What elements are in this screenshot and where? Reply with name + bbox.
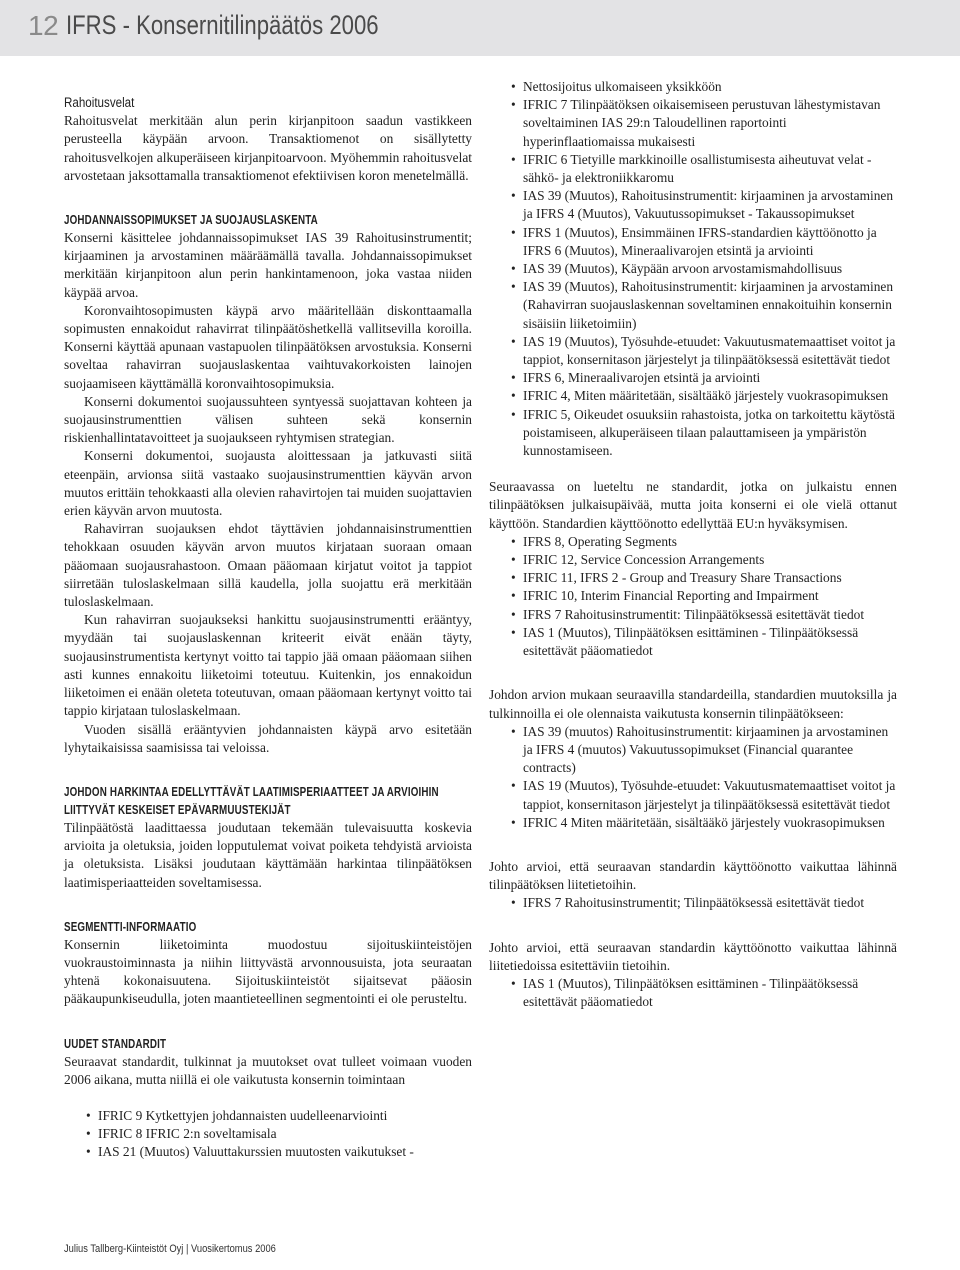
effective-standards-list-continued xyxy=(489,78,897,96)
right-column xyxy=(489,78,897,1011)
derivatives-paragraph-2: Koronvaihtosopimusten käypä arvo määritellään diskonttaamalla sopimusten ennakoidut rahavirrat tilinpäätöshetkellä vallitsevilla koroilla. Konserni käyttää apunaan vastapuolen tilinpäätöksen arvostuksia. Konserni soveltaa rahavirran suojauslaskentaa vaihtuvakorkoisten lainojen suojaamiseen käyttämällä koronvaihtosopimuksia. xyxy=(64,302,472,391)
list-item: • IAS 39 (Muutos), Rahoitusinstrumentit: kirjaaminen ja arvostaminen (Rahavirran suojauslaskennan soveltaminen ennakoituihin konsernin sisäisiin liiketoimiin) xyxy=(489,278,897,333)
list-item: • IFRIC 10, Interim Financial Reporting and Impairment xyxy=(489,587,897,605)
page-number: 12 xyxy=(28,10,59,41)
list-item: • IFRIC 11, IFRS 2 - Group and Treasury Share Transactions xyxy=(489,569,897,587)
no-material-impact-paragraph: Johdon arvion mukaan seuraavilla standardeilla, standardien muutoksilla ja tulkinnoilla ei ole olennaista vaikutusta konsernin tilinpäätökseen: xyxy=(489,687,897,721)
continuation-line xyxy=(489,78,897,96)
list-item: • IFRIC 5, Oikeudet osuuksiin rahastoista, jotka on tarkoitettu käytöstä poistamiseen, alkuperäiseen tilaan palauttamiseen ja ympäristön kunnostamiseen. xyxy=(489,406,897,461)
continuation-text: Nettosijoitus ulkomaiseen yksikköön xyxy=(523,79,722,94)
disclosures-impact-paragraph: Johto arvioi, että seuraavan standardin käyttöönotto vaikuttaa lähinnä liitetiedoissa esitettäviin tietoihin. xyxy=(489,939,897,973)
notes-impact-list xyxy=(489,894,897,912)
list-item: • IAS 39 (Muutos), Käypään arvoon arvostamismahdollisuus xyxy=(489,260,897,278)
derivatives-heading: JOHDANNAISSOPIMUKSET JA SUOJAUSLASKENTA xyxy=(64,213,318,228)
list-item: • IFRS 1 (Muutos), Ensimmäinen IFRS-standardien käyttöönotto ja IFRS 6 (Muutos), Mineraalivarojen etsintä ja arviointi xyxy=(489,224,897,260)
list-item: • IFRS 7 Rahoitusinstrumentit; Tilinpäätöksessä esitettävät tiedot xyxy=(489,894,897,912)
page-footer: Julius Tallberg-Kiinteistöt Oyj | Vuosikertomus 2006 xyxy=(64,1243,276,1255)
rahoitusvelat-heading: Rahoitusvelat xyxy=(64,95,135,110)
list-item: • IAS 39 (muutos) Rahoitusinstrumentit: kirjaaminen ja arvostaminen ja IFRS 4 (muutos) Vakuutussopimukset (Financial quarantee contracts) xyxy=(489,723,897,778)
list-item: • IFRIC 12, Service Concession Arrangements xyxy=(489,551,897,569)
management-judgement-heading-line-2: LIITTYVÄT KESKEISET EPÄVARMUUSTEKIJÄT xyxy=(64,802,291,817)
derivatives-paragraph-1: Konserni käsittelee johdannaissopimukset IAS 39 Rahoitusinstrumentit; kirjaaminen ja arvostaminen määräämällä tavalla. Johdannaissopimukset merkitään kirjanpitoon alun perin hankintamenoon, joka vastaa niiden käypää arvoa. xyxy=(64,230,472,300)
disclosures-impact-list xyxy=(489,975,897,1011)
document-title: IFRS - Konsernitilinpäätös 2006 xyxy=(66,10,379,40)
management-judgement-paragraph: Tilinpäätöstä laadittaessa joudutaan tekemään tulevaisuutta koskevia arvioita ja oletuksia, joiden lopputulemat voivat poiketa tehdyistä arvioista ja oletuksista. Lisäksi joudutaan käyttämään harkintaa tilinpäätöksen laatimisperiaatteiden soveltamisessa. xyxy=(64,819,472,890)
list-item: • IAS 19 (Muutos), Työsuhde-etuudet: Vakuutusmatemaattiset voitot ja tappiot, konsernitason järjestelyt ja tilinpäätöksessä esitettävät tiedot xyxy=(489,333,897,369)
list-item: • IFRIC 9 Kytkettyjen johdannaisten uudelleenarviointi xyxy=(64,1107,472,1125)
derivatives-paragraph-5: Rahavirran suojauksen ehdot täyttävien johdannaisinstrumenttien tehokkaan osuuden käyvän arvon muutos kirjataan suoraan omaan pääomaan suojausrahastoon. Omaan pääomaan kirjatut voitot ja tappiot siirretään tuloslaskelmaan sillä kaudella, jolla suojattu erä merkitään tuloslaskelmaan. xyxy=(64,521,472,610)
derivatives-paragraph-3: Konserni dokumentoi suojaussuhteen syntyessä suojattavan kohteen ja suojausinstrumenttien välisen suhteen sekä konsernin riskienhallintatavoitteet ja suojaukseen ryhtymisen strategian. xyxy=(64,393,472,446)
list-item: • IAS 19 (Muutos), Työsuhde-etuudet: Vakuutusmatemaattiset voitot ja tappiot, konsernitason järjestelyt ja tilinpäätöksessä esitettävät tiedot xyxy=(489,777,897,813)
not-yet-adopted-paragraph: Seuraavassa on lueteltu ne standardit, jotka on julkaistu ennen tilinpäätöksen julkaisupäivää, mutta joita konserni ei ole vielä ottanut käyttöön. Standardien käyttöönotto edellyttää EU:n hyväksymisen. xyxy=(489,479,897,531)
list-item: • IAS 1 (Muutos), Tilinpäätöksen esittäminen - Tilinpäätöksessä esitettävät pääomatiedot xyxy=(489,975,897,1011)
derivatives-paragraph-6: Kun rahavirran suojaukseksi hankittu suojausinstrumentti erääntyy, myydään tai suojauslaskennan kriteerit eivät enään täyty, suojausinstrumentista kertynyt voitto tai tappio jää omaan pääomaan siihen asti kunnes ennakoitu liiketoimi toteutuu. Kuitenkin, jos ennakoidun liiketoimen ei enään oleteta toteutuvan, omaan pääomaan kertynyt voitto tai tappio kirjataan tuloslaskelmaan. xyxy=(64,612,472,719)
list-item: • IFRS 7 Rahoitusinstrumentit: Tilinpäätöksessä esitettävät tiedot xyxy=(489,606,897,624)
new-standards-paragraph: Seuraavat standardit, tulkinnat ja muutokset ovat tulleet voimaan vuoden 2006 aikana, mutta niillä ei ole vaikutusta konsernin toimintaan xyxy=(64,1053,472,1087)
list-item: • IFRS 8, Operating Segments xyxy=(489,533,897,551)
list-item: • IFRIC 7 Tilinpäätöksen oikaisemiseen perustuvan lähestymistavan soveltaiminen IAS 29:n Taloudellinen raportointi hyperinflaatiomaissa mukaisesti xyxy=(489,96,897,151)
effective-standards-list xyxy=(489,96,897,460)
list-item: • IAS 39 (Muutos), Rahoitusinstrumentit: kirjaaminen ja arvostaminen ja IFRS 4 (Muutos), Vakuutussopimukset - Takaussopimukset xyxy=(489,187,897,223)
segment-info-paragraph: Konsernin liiketoiminta muodostuu sijoituskiinteistöjen vuokraustoiminnasta ja niihin liittyvästä arvonnousuista, jota seuraatan yhtenä kokonaisuutena. Sijoituskiinteistöt sijaitsevat pääosin pääkaupunkiseudulla, joten maantieteellinen segmentointi ei ole perusteltu. xyxy=(64,936,472,1007)
rahoitusvelat-paragraph: Rahoitusvelat merkitään alun perin kirjanpitoon saadun vastikkeen perusteella käypään arvoon. Transaktiomenot on sisällytetty rahoitusvelkojen alkuperäiseen kirjanpitoarvoon. Myöhemmin rahoitusvelat arvostetaan jaksottamalla transaktiomenot efektiivisen koron menetelmällä. xyxy=(64,113,472,183)
left-column xyxy=(64,94,472,1162)
no-material-impact-list xyxy=(489,723,897,832)
list-item: • IFRIC 8 IFRIC 2:n soveltamisala xyxy=(64,1125,472,1143)
new-standards-list xyxy=(64,1107,472,1162)
new-standards-heading: UUDET STANDARDIT xyxy=(64,1036,167,1051)
derivatives-paragraph-4: Konserni dokumentoi, suojausta aloittessaan ja jatkuvasti siitä eteenpäin, arvionsa siitä vastaako suojausinstrumenttien käyvän arvon muutos erittäin tehokkaasti alla olevien rahavirtojen tai muiden suojattavien erien käyvän arvon muutosta. xyxy=(64,448,472,519)
page-header-bar xyxy=(0,0,960,56)
list-item: • IFRS 6, Mineraalivarojen etsintä ja arviointi xyxy=(489,369,897,387)
list-item: • IAS 1 (Muutos), Tilinpäätöksen esittäminen - Tilinpäätöksessä esitettävät pääomatiedot xyxy=(489,624,897,660)
notes-impact-paragraph: Johto arvioi, että seuraavan standardin käyttöönotto vaikuttaa lähinnä tilinpäätöksen liitetietoihin. xyxy=(489,858,897,893)
list-item: • IFRIC 6 Tietyille markkinoille osallistumisesta aiheutuvat velat - sähkö- ja elektroniikkaromu xyxy=(489,151,897,187)
derivatives-paragraph-7: Vuoden sisällä erääntyvien johdannaisten käypä arvo esitetään lyhytaikaisissa saamisissa tai veloissa. xyxy=(64,721,472,755)
list-item: • IFRIC 4 Miten määritetään, sisältääkö järjestely vuokrasopimuksen xyxy=(489,814,897,832)
management-judgement-heading-line-1: JOHDON HARKINTAA EDELLYTTÄVÄT LAATIMISPERIAATTEET JA ARVIOIHIN xyxy=(64,784,439,799)
list-item: • IFRIC 4, Miten määritetään, sisältääkö järjestely vuokrasopimuksen xyxy=(489,387,897,405)
not-yet-adopted-list xyxy=(489,533,897,660)
segment-info-heading: SEGMENTTI-INFORMAATIO xyxy=(64,919,197,934)
list-item: • IAS 21 (Muutos) Valuuttakurssien muutosten vaikutukset - xyxy=(64,1143,472,1161)
